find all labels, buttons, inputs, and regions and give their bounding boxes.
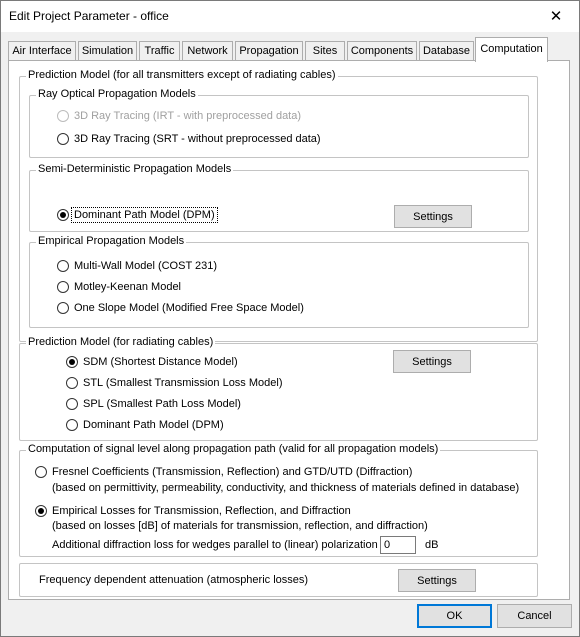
frequency-settings-button[interactable]: Settings <box>398 569 476 592</box>
tab-propagation[interactable]: Propagation <box>235 41 303 61</box>
tab-sites[interactable]: Sites <box>305 41 345 61</box>
tab-computation[interactable]: Computation <box>475 37 548 62</box>
window-title: Edit Project Parameter - office <box>9 9 169 23</box>
tab-components[interactable]: Components <box>347 41 417 61</box>
radiating-cables-label: Prediction Model (for radiating cables) <box>28 336 214 348</box>
tab-network[interactable]: Network <box>182 41 233 61</box>
tab-database[interactable]: Database <box>419 41 474 61</box>
tab-traffic[interactable]: Traffic <box>139 41 180 61</box>
dpm-settings-button[interactable]: Settings <box>394 205 472 228</box>
diffraction-loss-input[interactable] <box>380 536 416 554</box>
signal-level-group: Computation of signal level along propagation path (valid for all propagation models) Fresnel Coefficients (Transmission, Reflection) and GTD/UTD (Diffraction) (based on permittivity, permeability, conductivity, and thickness of materials defined in database) Empirical Losses for Transmission, Reflection, and Diffraction (based on losses [dB] of materials for transmission, reflection, and diffraction) Additional diffraction loss for wedges parallel to (linear) polarization 0 dB <box>19 450 538 557</box>
ok-button[interactable]: OK <box>417 604 492 628</box>
frequency-label: Frequency dependent attenuation (atmospheric losses) <box>39 574 309 586</box>
prediction-model-label: Prediction Model (for all transmitters except of radiating cables) <box>28 69 336 81</box>
ray-optical-label: Ray Optical Propagation Models <box>38 88 196 100</box>
frequency-group <box>19 563 538 597</box>
prediction-model-group <box>19 69 538 342</box>
diffraction-loss-unit: dB <box>425 539 439 551</box>
radiating-cables-group: Prediction Model (for radiating cables) SDM (Shortest Distance Model) STL (Smallest Transmission Loss Model) SPL (Smallest Path Loss Model) Dominant Path Model (DPM) Settings <box>19 343 538 441</box>
fresnel-description: (based on permittivity, permeability, conductivity, and thickness of materials defined in database) <box>52 482 520 494</box>
semi-deterministic-group: Semi-Deterministic Propagation Models Dominant Path Model (DPM) Settings <box>29 170 529 232</box>
semi-deterministic-label: Semi-Deterministic Propagation Models <box>38 163 232 175</box>
computation-panel <box>8 60 570 600</box>
title-bar <box>1 1 579 32</box>
cables-settings-button[interactable]: Settings <box>393 350 471 373</box>
diffraction-loss-label: Additional diffraction loss for wedges parallel to (linear) polarization <box>52 539 378 551</box>
tab-air-interface[interactable]: Air Interface <box>8 41 76 61</box>
close-icon[interactable]: ✕ <box>549 7 563 25</box>
tab-strip <box>1 37 579 61</box>
empirical-group: Empirical Propagation Models Multi-Wall Model (COST 231) Motley-Keenan Model One Slope Model (Modified Free Space Model) <box>29 242 529 328</box>
cancel-button[interactable]: Cancel <box>497 604 572 628</box>
empirical-losses-description: (based on losses [dB] of materials for transmission, reflection, and diffraction) <box>52 520 428 532</box>
tab-simulation[interactable]: Simulation <box>78 41 137 61</box>
ray-optical-group: Ray Optical Propagation Models 3D Ray Tracing (IRT - with preprocessed data) 3D Ray Tracing (SRT - without preprocessed data) <box>29 95 529 158</box>
signal-level-label: Computation of signal level along propagation path (valid for all propagation models) <box>28 443 439 455</box>
empirical-label: Empirical Propagation Models <box>38 235 185 247</box>
